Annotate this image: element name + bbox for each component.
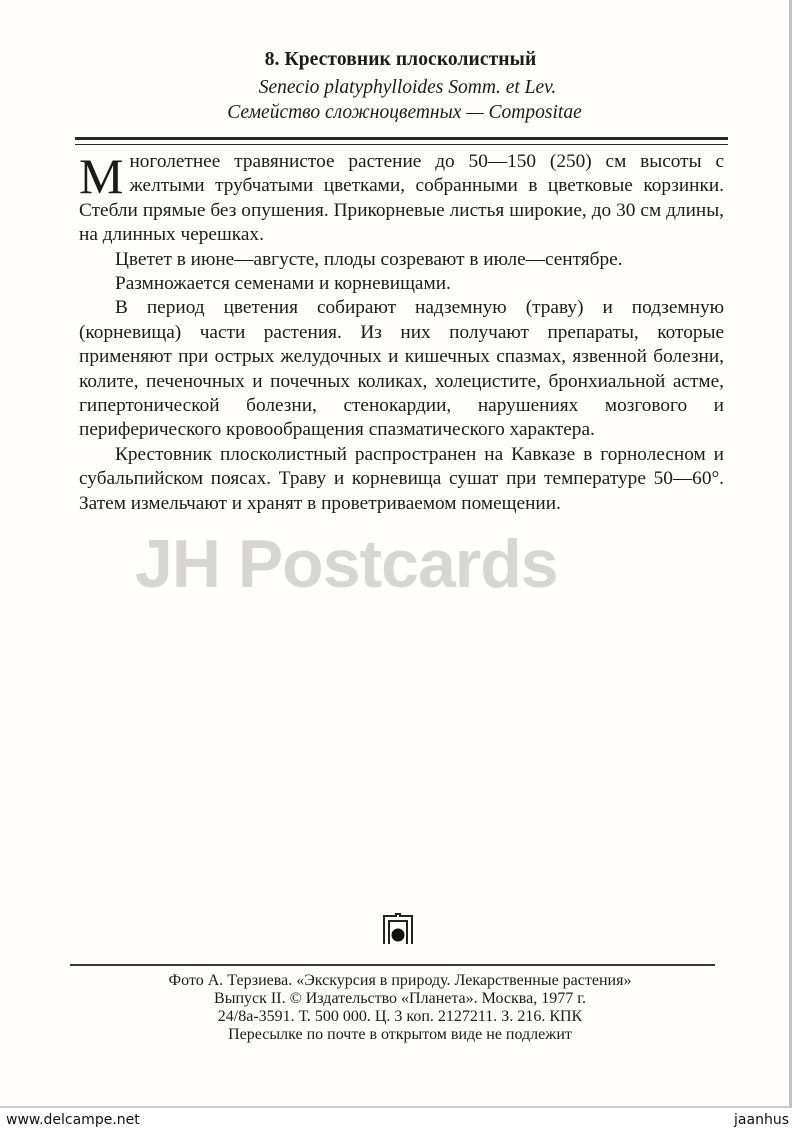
page-title: 8. Крестовник плосколистный (264, 49, 537, 70)
family-name: Семейство сложноцветных — Compositae (227, 102, 582, 123)
paragraph: Крестовник плосколистный распространен на Кавказе в горнолесном и субальпийском поясах. Траву и корневища сушат при температуре 50—60°. Затем измельчают и хранят в проветриваемом помещении. (79, 443, 724, 514)
paragraph: Размножается семенами и корневищами. (115, 273, 451, 295)
imprint-line: Выпуск II. © Издательство «Планета». Москва, 1977 г. (214, 990, 586, 1007)
latin-name: Senecio platyphylloides Somm. et Lev. (258, 77, 557, 98)
paragraph: В период цветения собирают надземную (траву) и подземную (корневища) части растения. Из них получают препараты, которые применяют при острых желудочных и кишечных спазмах, язвенной болезни, колите, печеночных и почечных коликах, холецистите, бронхиальной астме, гипертонической болезни, стенокардии, нарушениях мозгового и периферического кровообращения спазматического характера. (79, 297, 724, 441)
description-text (79, 150, 724, 516)
header-divider (75, 137, 728, 145)
imprint-line: Фото А. Терзиева. «Экскурсия в природу. Лекарственные растения» (168, 972, 632, 989)
imprint-line: 24/8а-3591. Т. 500 000. Ц. 3 коп. 2127211. З. 216. КПК (217, 1008, 583, 1025)
imprint-line: Пересылке по почте в открытом виде не подлежит (228, 1026, 572, 1043)
planeta-logo-icon (381, 913, 415, 945)
source-site-label: www.delcampe.net (6, 1112, 140, 1128)
paragraph: Цветет в июне—августе, плоды созревают в июле—сентябре. (115, 248, 623, 270)
watermark: JH Postcards (135, 526, 558, 602)
paragraph: Многолетнее травянистое растение до 50—150 (250) см высоты с желтыми трубчатыми цветками, собранными в цветковые корзинки. Стебли прямые без опушения. Прикорневые листья широкие, до 30 см длины, на длинных черешках. (79, 148, 724, 246)
dropcap: М (79, 148, 124, 204)
seller-label: jaanhus (734, 1112, 789, 1128)
imprint (60, 972, 740, 1044)
footer-bar (0, 1108, 795, 1130)
imprint-divider (70, 964, 715, 966)
